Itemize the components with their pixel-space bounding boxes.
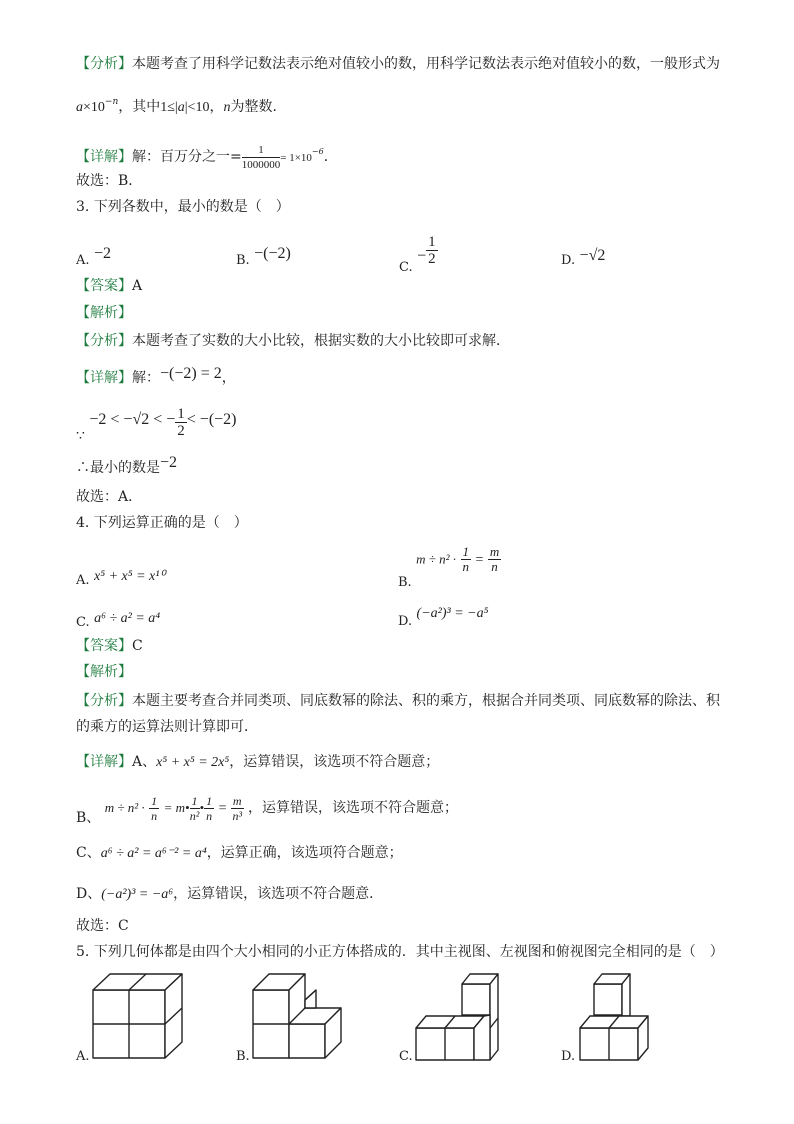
fraction-denominator: 2 — [428, 251, 436, 267]
option-label: C. — [399, 1049, 413, 1064]
q2-choice: 故选：B． — [76, 173, 143, 189]
detail-left: m ÷ n² · — [104, 800, 145, 815]
detail-math: −(−2) = 2 — [160, 365, 222, 382]
q2-form-line — [76, 92, 286, 118]
fraction-denominator: 1000000 — [241, 158, 281, 171]
cond-right: |<10 — [184, 100, 210, 115]
fraction-numerator: m — [232, 793, 242, 808]
fraction — [242, 143, 281, 172]
q3-option-c[interactable] — [399, 234, 438, 275]
cond-left: 1≤| — [160, 100, 178, 115]
fraction-denominator: 2 — [177, 422, 185, 439]
q3-stem: 3. 下列各数中，最小的数是（ ） — [76, 199, 290, 215]
fraction-numerator: 1 — [462, 544, 470, 559]
q4-option-a[interactable] — [76, 566, 165, 587]
option-value: −2 — [93, 245, 112, 262]
form-comma: ， — [209, 99, 224, 115]
q3-analysis — [76, 331, 510, 351]
q4-analysis-line2: 的乘方的运算法则计算即可． — [76, 719, 258, 735]
form-times: ×10 — [83, 100, 105, 115]
fraction-numerator: 1 — [428, 234, 436, 250]
option-label: A. — [76, 1049, 90, 1064]
fraction-denominator: n² — [189, 808, 200, 823]
option-value: x⁵ + x⁵ = x¹⁰ — [93, 569, 166, 584]
option-label: C. — [399, 259, 413, 275]
q4-detail-d — [76, 884, 383, 905]
detail-label: D、 — [76, 886, 102, 902]
option-label: A. — [76, 253, 90, 268]
fraction-denominator: n — [491, 559, 498, 574]
fraction-numerator: m — [489, 544, 500, 559]
q3-option-b[interactable] — [236, 245, 291, 271]
q4-detail-b — [76, 790, 458, 827]
analysis-text: 本题考查了用科学记数法表示绝对值较小的数，用科学记数法表示绝对值较小的数，一般形式为 — [132, 56, 720, 72]
q4-choice: 故选：C — [76, 918, 129, 934]
detail-label: B、 — [76, 810, 101, 826]
option-label: B. — [398, 574, 412, 590]
detail-fraction-2 — [190, 794, 200, 823]
detail-tag: 【详解】 — [76, 149, 132, 165]
q4-stem: 4. 下列运算正确的是（ ） — [76, 515, 248, 531]
detail-label: C、 — [76, 845, 101, 861]
option-label: D. — [561, 253, 576, 268]
detail-text: 解：百万分之一= — [132, 149, 242, 165]
q3-jiexi-tag: 【解析】 — [76, 305, 132, 321]
q4-answer — [76, 636, 143, 656]
detail-math: (−a²)³ = −a⁶ — [101, 887, 174, 902]
therefore-value: −2 — [160, 454, 178, 471]
q4-option-d[interactable] — [398, 603, 489, 629]
cond-var: a — [177, 100, 185, 115]
q5-figure-c — [410, 970, 510, 1066]
fraction-numerator: 1 — [206, 793, 213, 808]
q2-analysis-line — [76, 54, 720, 74]
q4-detail-a — [76, 752, 439, 773]
analysis-tag: 【分析】 — [76, 693, 132, 709]
option-sign: − — [417, 247, 427, 265]
form-a: a — [76, 100, 83, 115]
inequality-left: −2 < −√2 < − — [89, 411, 176, 428]
option-label: A. — [76, 573, 90, 588]
analysis-text: 本题主要考查合并同类项、同底数幂的除法、积的乘方，根据合并同类项、同底数幂的除法、积 — [132, 693, 720, 709]
form-n: n — [223, 100, 231, 115]
option-label: D. — [561, 1049, 576, 1064]
q4-detail-c — [76, 843, 403, 864]
detail-math: x⁵ + x⁵ = 2x⁵ — [156, 755, 230, 770]
option-label: B. — [236, 1049, 250, 1064]
q5-figure-a — [86, 970, 186, 1066]
option-fraction-2 — [488, 545, 501, 574]
q4-jiexi-tag: 【解析】 — [76, 664, 132, 680]
form-mid: ，其中 — [118, 99, 161, 115]
detail-text: 解： — [132, 370, 160, 386]
q3-because-line — [76, 406, 237, 442]
detail-label: A、 — [132, 754, 157, 770]
detail-text: ，运算错误，该选项不符合题意； — [248, 800, 459, 816]
detail-text: ，运算错误，该选项不符合题意； — [229, 754, 440, 770]
option-left: m ÷ n² · — [416, 551, 457, 567]
frac-exp: −6 — [311, 147, 324, 156]
q3-answer — [76, 276, 142, 296]
detail-text: ，运算正确，该选项符合题意； — [206, 845, 403, 861]
detail-fraction-4 — [231, 794, 244, 823]
fraction-denominator: n³ — [232, 808, 243, 823]
answer-value: C — [132, 638, 143, 654]
detail-equals: = — [218, 801, 227, 816]
q2-detail-line — [76, 136, 338, 174]
detail-tag: 【详解】 — [76, 370, 132, 386]
detail-mid: = m• — [163, 800, 190, 815]
fraction-numerator: 1 — [191, 793, 198, 808]
option-value: −√2 — [579, 247, 606, 264]
fraction-numerator: 1 — [242, 143, 281, 158]
q5-stem: 5. 下列几何体都是由四个大小相同的小正方体搭成的．其中主视图、左视图和俯视图完全相同的是（ ） — [76, 944, 724, 960]
q3-option-a[interactable] — [76, 245, 112, 271]
inequality-fraction — [175, 406, 187, 439]
option-value: (−a²)³ = −a⁵ — [416, 606, 489, 621]
q3-therefore — [76, 454, 178, 478]
detail-math: a⁶ ÷ a² = a⁶⁻² = a⁴ — [100, 846, 207, 861]
q5-figure-b — [248, 970, 348, 1066]
answer-tag: 【答案】 — [76, 278, 132, 294]
option-label: C. — [76, 615, 90, 630]
fraction-numerator: 1 — [177, 405, 185, 422]
answer-value: A — [132, 278, 143, 294]
inequality-right: < −(−2) — [186, 411, 237, 428]
q4-option-b[interactable] — [398, 544, 501, 590]
analysis-tag: 【分析】 — [76, 333, 132, 349]
fraction-denominator: n — [462, 559, 470, 574]
option-equals: = — [475, 552, 484, 568]
option-label: D. — [398, 614, 413, 629]
q5-figure-d — [574, 970, 674, 1066]
fraction-denominator: n — [151, 808, 158, 823]
q4-option-c[interactable] — [76, 608, 160, 629]
detail-fraction-3 — [204, 794, 214, 823]
option-fraction — [426, 234, 438, 267]
q3-choice: 故选：A． — [76, 489, 143, 505]
form-exp: −n — [104, 97, 119, 107]
q3-option-d[interactable] — [561, 247, 606, 271]
therefore-text: ∴最小的数是 — [76, 460, 160, 476]
because-symbol: ∵ — [76, 428, 85, 444]
detail-end: ． — [323, 149, 338, 165]
q4-analysis-line1 — [76, 691, 720, 711]
detail-fraction-1 — [149, 794, 159, 823]
q3-detail — [76, 365, 236, 388]
option-fraction-1 — [461, 545, 472, 574]
analysis-text: 本题考查了实数的大小比较，根据实数的大小比较即可求解． — [132, 333, 510, 349]
frac-result: = 1×10 — [280, 152, 312, 164]
fraction-denominator: n — [206, 808, 213, 823]
fraction-numerator: 1 — [151, 793, 158, 808]
analysis-tag: 【分析】 — [76, 56, 132, 72]
option-value: −(−2) — [254, 245, 291, 262]
form-end: 为整数． — [230, 99, 287, 115]
detail-tag: 【详解】 — [76, 754, 132, 770]
answer-tag: 【答案】 — [76, 638, 132, 654]
detail-text: ，运算错误，该选项不符合题意． — [173, 886, 384, 902]
detail-dot: • — [199, 800, 205, 815]
option-value: a⁶ ÷ a² = a⁴ — [94, 611, 161, 626]
option-label: B. — [236, 253, 250, 268]
q5-option-d[interactable] — [561, 1046, 575, 1067]
detail-comma: ， — [221, 370, 236, 386]
